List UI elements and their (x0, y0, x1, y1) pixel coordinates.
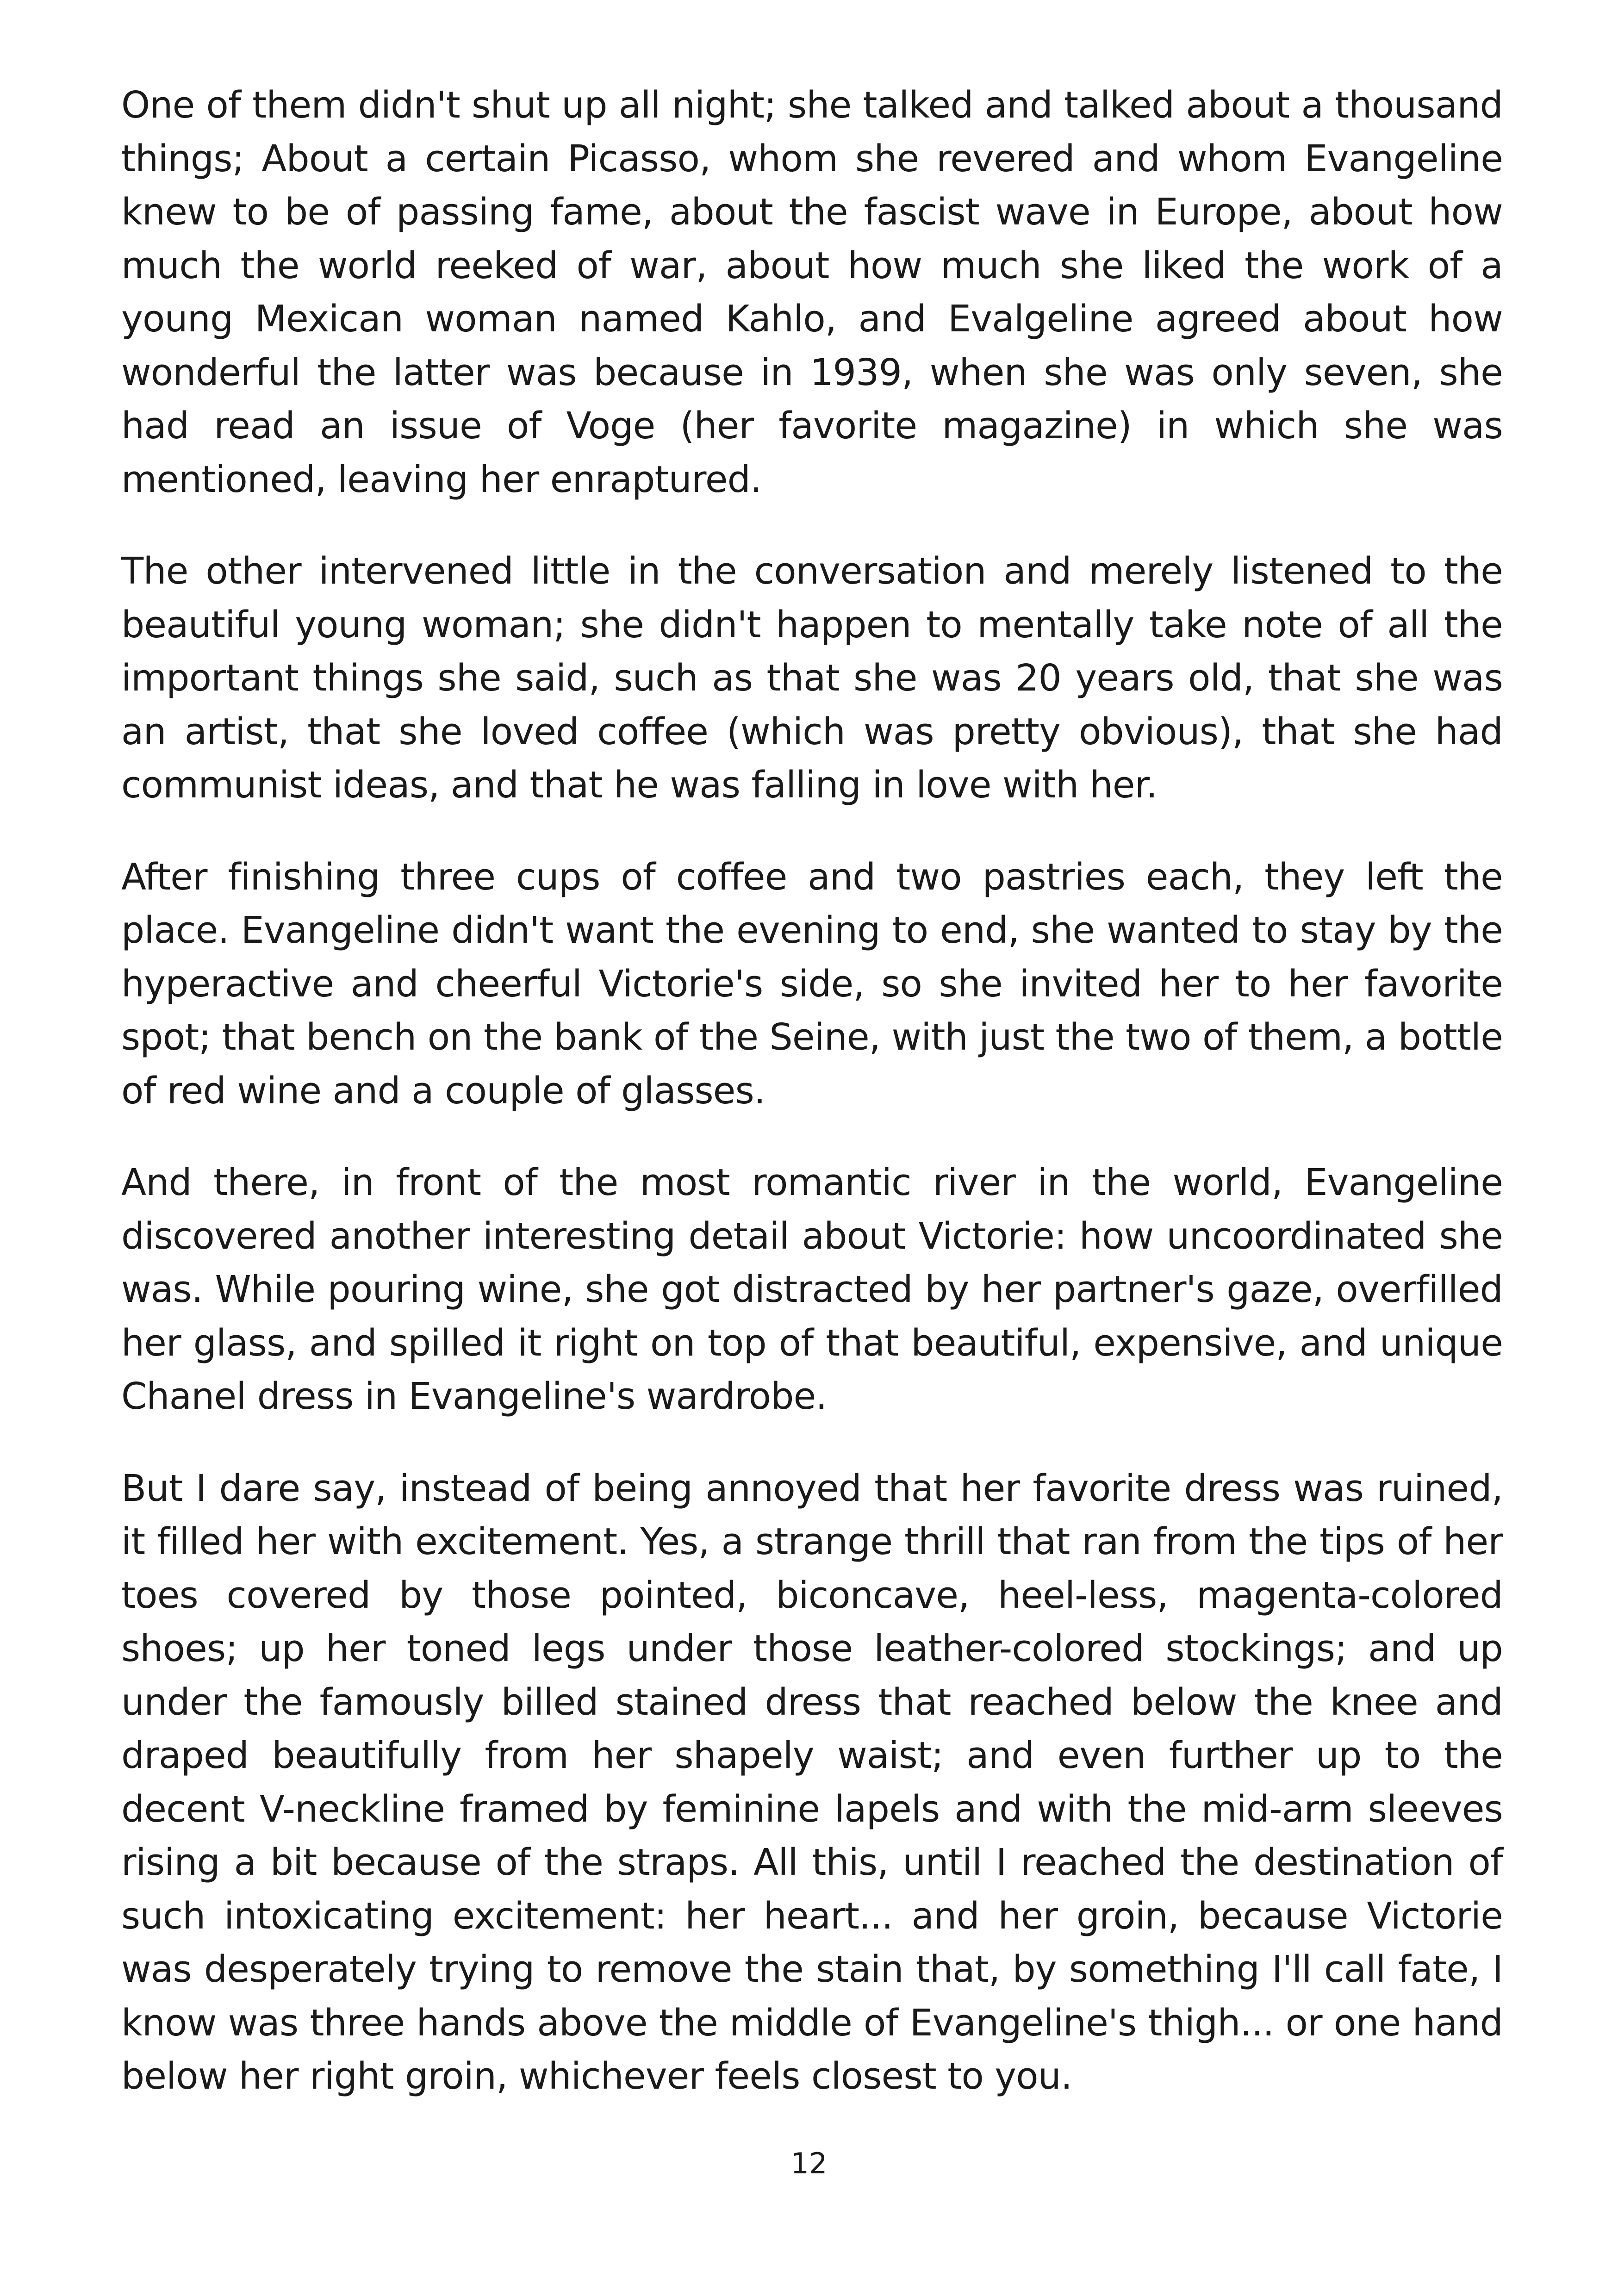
paragraph-4: And there, in front of the most romantic river in the world, Evangeline discovered another interesting detail about Victorie: how uncoordinated she was. While pouring wine, she got distracted by her partner's gaze, overfilled her glass, and spilled it right on top of that beautiful, expensive, and unique Chanel dress in Evangeline's wardrobe. (121, 1161, 1503, 1418)
paragraph-3: After finishing three cups of coffee and two pastries each, they left the place. Evangeline didn't want the evening to end, she wanted to stay by the hyperactive and cheerful Victorie's side, so she invited her to her favorite spot; that bench on the bank of the Seine, with just the two of them, a bottle of red wine and a couple of glasses. (121, 855, 1503, 1112)
paragraph-2: The other intervened little in the conversation and merely listened to the beautiful young woman; she didn't happen to mentally take note of all the important things she said, such as that she was 20 years old, that she was an artist, that she loved coffee (which was pretty obvious), that she had communist ideas, and that he was falling in love with her. (121, 550, 1503, 806)
page-number: 12 (790, 2147, 828, 2180)
paragraph-1: One of them didn't shut up all night; she talked and talked about a thousand things; About a certain Picasso, whom she revered and whom Evangeline knew to be of passing fame, about the fascist wave in Europe, about how much the world reeked of war, about how much she liked the work of a young Mexican woman named Kahlo, and Evalgeline agreed about how wonderful the latter was because in 1939, when she was only seven, she had read an issue of Voge (her favorite magazine) in which she was mentioned, leaving her enraptured. (121, 84, 1503, 501)
body-text (121, 79, 1503, 2103)
paragraph-5: But I dare say, instead of being annoyed that her favorite dress was ruined, it filled her with excitement. Yes, a strange thrill that ran from the tips of her toes covered by those pointed, biconcave, heel-less, magenta-colored shoes; up her toned legs under those leather-colored stockings; and up under the famously billed stained dress that reached below the knee and draped beautifully from her shapely waist; and even further up to the decent V-neckline framed by feminine lapels and with the mid-arm sleeves rising a bit because of the straps. All this, until I reached the destination of such intoxicating excitement: her heart... and her groin, because Victorie was desperately trying to remove the stain that, by something I'll call fate, I know was three hands above the middle of Evangeline's thigh... or one hand below her right groin, whichever feels closest to you. (121, 1467, 1503, 2097)
